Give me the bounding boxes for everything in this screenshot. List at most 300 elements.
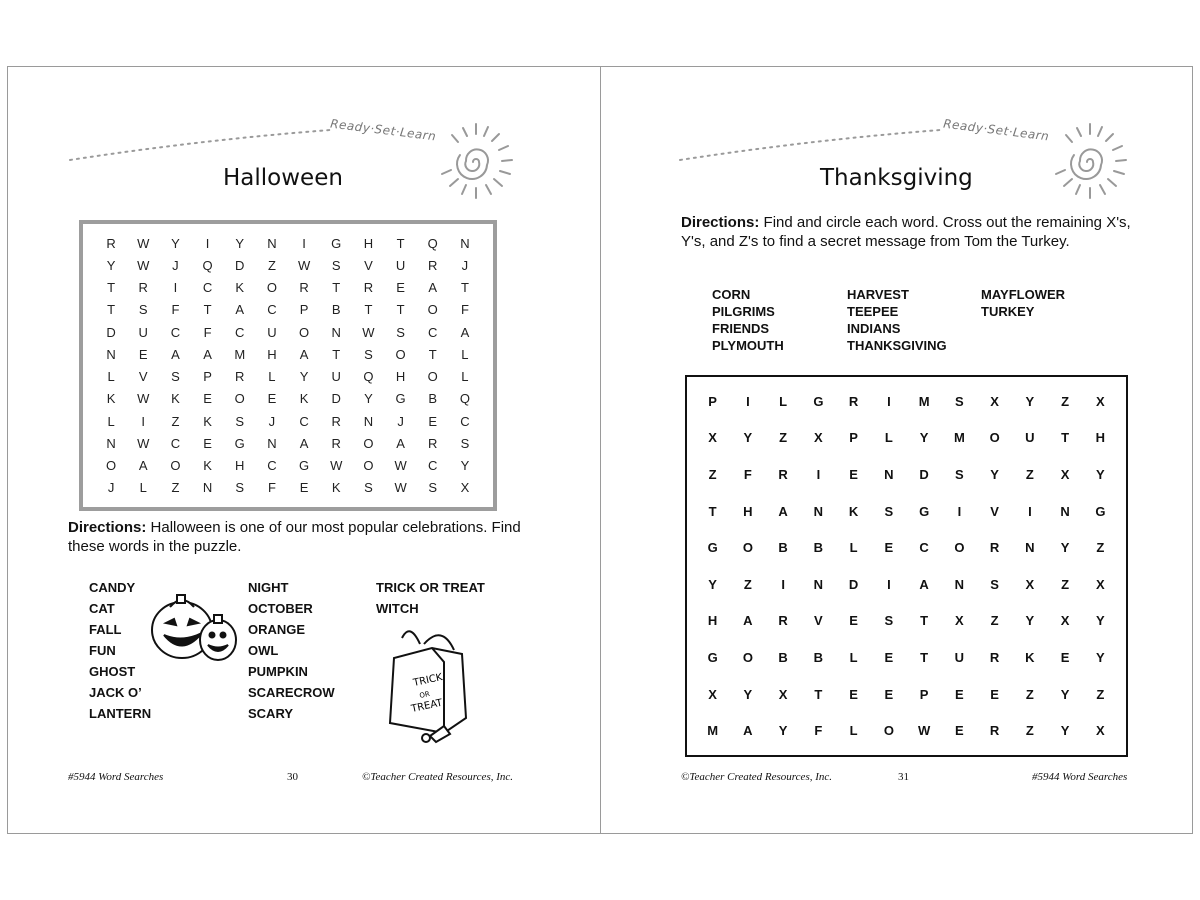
grid-letter: L (461, 369, 469, 385)
grid-letter: S (364, 346, 373, 362)
grid-letter: U (954, 649, 965, 665)
grid-letter: O (363, 458, 374, 474)
grid-letter: D (106, 324, 116, 340)
grid-letter: G (919, 503, 930, 519)
grid-letter: O (427, 369, 438, 385)
grid-letter: S (990, 576, 999, 592)
grid-letter: M (953, 430, 965, 446)
grid-letter: W (394, 458, 407, 474)
grid-letter: X (990, 393, 999, 409)
grid-letter: K (235, 280, 245, 296)
word-list-item: OWL (248, 643, 279, 658)
grid-letter: P (919, 686, 929, 702)
word-list-item: CORN (712, 287, 751, 302)
grid-letter: N (106, 435, 116, 451)
grid-letter: S (460, 435, 470, 451)
grid-letter: Z (1096, 540, 1105, 556)
bag-text-treat: TREAT (410, 697, 444, 715)
grid-letter: Y (990, 466, 999, 482)
page-title-thanksgiving: Thanksgiving (820, 165, 973, 191)
grid-letter: E (849, 466, 858, 482)
grid-letter: R (299, 280, 309, 296)
grid-letter: R (331, 435, 341, 451)
grid-letter: I (781, 576, 785, 592)
word-list-item: THANKSGIVING (847, 338, 947, 353)
word-list-item: CANDY (89, 580, 136, 595)
grid-letter: G (234, 435, 245, 451)
grid-letter: D (331, 391, 341, 407)
grid-letter: L (461, 346, 469, 362)
word-list-item: CAT (89, 601, 115, 616)
word-list-item: PLYMOUTH (712, 338, 784, 353)
grid-letter: J (397, 413, 404, 429)
grid-letter: T (107, 280, 116, 296)
grid-letter: I (887, 393, 891, 409)
grid-letter: Y (171, 235, 180, 251)
grid-letter: O (989, 430, 1000, 446)
grid-letter: O (266, 280, 277, 296)
grid-letter: V (814, 613, 823, 629)
footer-right-page-number: 31 (898, 771, 909, 783)
word-list-item: ORANGE (248, 622, 306, 637)
grid-letter: O (742, 649, 753, 665)
page-title-halloween: Halloween (223, 165, 343, 191)
right-letter-grid (687, 377, 1126, 755)
grid-letter: Y (919, 430, 929, 446)
grid-letter: S (235, 480, 245, 496)
grid-letter: Y (1025, 613, 1035, 629)
grid-letter: K (299, 391, 309, 407)
grid-letter: H (743, 503, 753, 519)
grid-letter: S (331, 257, 341, 273)
thanksgiving-word-list-col3 (981, 286, 1065, 320)
grid-letter: T (364, 302, 373, 318)
grid-letter: W (394, 480, 407, 496)
grid-letter: T (332, 346, 341, 362)
halloween-word-list-col2 (248, 577, 335, 724)
grid-letter: W (297, 257, 311, 273)
grid-letter: A (460, 324, 470, 340)
grid-letter: A (138, 458, 148, 474)
word-list-item: PILGRIMS (712, 304, 775, 319)
word-list-item: FRIENDS (712, 321, 770, 336)
grid-letter: E (138, 346, 148, 362)
thanksgiving-word-list-col2 (847, 286, 947, 354)
grid-letter: Z (171, 413, 180, 429)
directions-text: Halloween is one of our most popular celebrations. Find these words in the puzzle. (68, 519, 521, 555)
sun-icon-right (1050, 122, 1130, 202)
grid-letter: S (138, 302, 148, 318)
grid-letter: N (813, 503, 824, 519)
brand-logo-left: Ready·Set·Learn (329, 116, 438, 144)
grid-letter: J (172, 257, 179, 273)
grid-letter: T (1061, 430, 1070, 446)
directions-label-right: Directions: (681, 214, 760, 231)
grid-letter: K (203, 413, 212, 429)
grid-letter: Z (708, 466, 717, 482)
grid-letter: K (203, 458, 212, 474)
grid-letter: P (849, 430, 858, 446)
grid-letter: F (203, 324, 212, 340)
grid-letter: P (708, 393, 717, 409)
grid-letter: W (362, 324, 375, 340)
grid-letter: E (396, 280, 405, 296)
grid-letter: R (989, 723, 1000, 739)
grid-letter: I (1028, 503, 1032, 519)
grid-letter: N (363, 413, 374, 429)
grid-letter: V (364, 257, 373, 273)
directions-label: Directions: (68, 519, 147, 536)
grid-letter: K (331, 480, 341, 496)
halloween-directions (68, 518, 548, 556)
grid-letter: Z (1061, 576, 1070, 592)
grid-letter: T (920, 649, 929, 665)
grid-letter: X (708, 430, 717, 446)
word-list-item: JACK O’ LANTERN (89, 685, 152, 721)
bag-text-or: OR (418, 689, 431, 700)
word-list-item: MAYFLOWER (981, 287, 1066, 302)
grid-letter: N (813, 576, 824, 592)
grid-letter: E (849, 613, 858, 629)
grid-letter: R (778, 466, 788, 482)
grid-letter: F (171, 302, 180, 318)
grid-letter: X (955, 613, 964, 629)
grid-letter: Y (364, 391, 373, 407)
grid-letter: T (107, 302, 116, 318)
grid-letter: R (331, 413, 341, 429)
grid-letter: Y (1096, 466, 1105, 482)
grid-letter: D (848, 576, 859, 592)
word-list-item: WITCH (376, 601, 419, 616)
grid-letter: B (778, 540, 788, 556)
grid-letter: Y (1060, 686, 1070, 702)
grid-letter: T (396, 235, 405, 251)
grid-letter: T (460, 280, 469, 296)
grid-letter: A (778, 503, 788, 519)
grid-letter: E (267, 391, 277, 407)
grid-letter: Q (459, 391, 470, 407)
grid-letter: J (107, 480, 115, 496)
grid-letter: S (884, 503, 894, 519)
grid-letter: K (848, 503, 859, 519)
grid-letter: T (428, 346, 437, 362)
grid-letter: Q (427, 235, 438, 251)
grid-letter: A (171, 346, 180, 362)
grid-letter: G (395, 391, 406, 407)
grid-letter: U (1025, 430, 1035, 446)
grid-letter: C (267, 302, 277, 318)
grid-letter: P (203, 369, 212, 385)
grid-letter: R (778, 613, 788, 629)
grid-letter: W (137, 235, 150, 251)
thanksgiving-word-search-grid (685, 375, 1128, 757)
grid-letter: M (918, 393, 930, 409)
word-list-item: TRICK OR TREAT (376, 580, 485, 595)
grid-letter: N (884, 466, 894, 482)
grid-letter: Z (990, 613, 999, 629)
grid-letter: O (363, 435, 374, 451)
grid-letter: I (887, 576, 891, 592)
grid-letter: S (364, 480, 373, 496)
grid-letter: O (427, 302, 438, 318)
grid-letter: C (170, 435, 181, 451)
grid-letter: N (202, 480, 213, 496)
grid-letter: F (743, 466, 752, 482)
grid-letter: C (170, 324, 181, 340)
grid-letter: K (106, 391, 116, 407)
grid-letter: C (235, 324, 245, 340)
grid-letter: X (1096, 393, 1105, 409)
word-list-item: TEEPEE (847, 304, 899, 319)
grid-letter: I (957, 503, 962, 519)
grid-letter: A (299, 435, 309, 451)
grid-letter: E (203, 391, 212, 407)
grid-letter: H (1095, 430, 1106, 446)
grid-letter: Z (1025, 466, 1034, 482)
grid-letter: P (299, 302, 309, 318)
footer-right-copyright: ©Teacher Created Resources, Inc. (681, 771, 833, 783)
grid-letter: H (395, 369, 406, 385)
grid-letter: R (848, 393, 859, 409)
grid-letter: I (173, 280, 178, 296)
grid-letter: J (268, 413, 276, 429)
grid-letter: G (707, 540, 718, 556)
grid-letter: S (884, 613, 894, 629)
grid-letter: F (267, 480, 276, 496)
grid-letter: O (234, 391, 245, 407)
grid-letter: W (137, 391, 150, 407)
grid-letter: T (814, 686, 823, 702)
grid-letter: M (234, 346, 246, 362)
grid-letter: N (106, 346, 116, 362)
grid-letter: Y (743, 430, 753, 446)
directions-text-right: Find and circle each word. Cross out the remaining X's, Y's, and Z's to find a secret message from Tom the Turkey. (681, 214, 1131, 250)
grid-letter: X (1025, 576, 1035, 592)
grid-letter: E (1060, 649, 1070, 665)
grid-letter: N (1025, 540, 1035, 556)
grid-letter: H (363, 235, 374, 251)
grid-letter: S (171, 369, 180, 385)
grid-letter: G (813, 393, 824, 409)
grid-letter: K (1025, 649, 1035, 665)
grid-letter: N (954, 576, 965, 592)
grid-letter: E (299, 480, 309, 496)
thanksgiving-word-list-col1 (712, 286, 784, 354)
footer-left-copyright: ©Teacher Created Resources, Inc. (362, 771, 514, 783)
grid-letter: X (460, 480, 470, 496)
brand-logo-right: Ready·Set·Learn (942, 116, 1051, 144)
grid-letter: Y (1096, 613, 1105, 629)
halloween-word-list-col1 (89, 577, 151, 724)
grid-letter: Y (299, 369, 309, 385)
grid-letter: O (954, 540, 965, 556)
grid-letter: X (1096, 576, 1105, 592)
word-list-item: OCTOBER (248, 601, 313, 616)
grid-letter: V (138, 369, 148, 385)
header-dotted-arc-right (0, 0, 1200, 200)
grid-letter: L (849, 649, 858, 665)
grid-letter: G (331, 235, 342, 251)
grid-letter: B (813, 540, 824, 556)
word-list-item: SCARECROW (248, 685, 335, 700)
grid-letter: T (708, 503, 717, 519)
word-list-item: SCARY (248, 706, 294, 721)
grid-letter: K (171, 391, 180, 407)
grid-letter: R (106, 235, 116, 251)
grid-letter: C (299, 413, 309, 429)
word-list-item: PUMPKIN (248, 664, 308, 679)
grid-letter: S (235, 413, 245, 429)
grid-letter: A (235, 302, 245, 318)
grid-letter: T (396, 302, 405, 318)
grid-letter: B (331, 302, 341, 318)
grid-letter: Y (1096, 649, 1105, 665)
grid-letter: A (299, 346, 309, 362)
grid-letter: U (395, 257, 406, 273)
grid-letter: S (955, 466, 964, 482)
grid-letter: W (330, 458, 343, 474)
grid-letter: Y (1060, 540, 1070, 556)
grid-letter: A (743, 613, 753, 629)
grid-letter: L (107, 369, 115, 385)
grid-letter: Y (460, 458, 470, 474)
grid-letter: E (884, 540, 894, 556)
grid-letter: D (919, 466, 929, 482)
grid-letter: N (267, 235, 277, 251)
grid-letter: Z (1061, 393, 1070, 409)
grid-letter: X (1060, 613, 1070, 629)
grid-letter: S (955, 393, 964, 409)
grid-letter: H (235, 458, 245, 474)
grid-letter: T (920, 613, 929, 629)
grid-letter: I (816, 466, 821, 482)
word-list-item: HARVEST (847, 287, 909, 302)
thanksgiving-directions (681, 213, 1131, 251)
grid-letter: E (428, 413, 438, 429)
grid-letter: I (302, 235, 306, 251)
grid-letter: R (989, 649, 1000, 665)
grid-letter: S (396, 324, 405, 340)
grid-letter: Y (743, 686, 753, 702)
grid-letter: O (106, 458, 117, 474)
grid-letter: V (990, 503, 999, 519)
grid-letter: R (428, 257, 438, 273)
grid-letter: U (331, 369, 341, 385)
grid-letter: R (235, 369, 245, 385)
grid-letter: E (955, 723, 964, 739)
bag-text-trick: TRICK (412, 672, 444, 689)
grid-letter: E (990, 686, 999, 702)
grid-letter: O (170, 458, 181, 474)
grid-letter: Z (1025, 723, 1034, 739)
grid-letter: N (1060, 503, 1070, 519)
grid-letter: A (396, 435, 405, 451)
grid-letter: L (779, 393, 788, 409)
grid-letter: Q (202, 257, 213, 273)
grid-letter: Z (1096, 686, 1105, 702)
grid-letter: Y (1060, 723, 1070, 739)
grid-letter: L (849, 540, 858, 556)
word-list-item: FUN (89, 643, 116, 658)
grid-letter: F (460, 302, 469, 318)
grid-letter: W (917, 723, 931, 739)
grid-letter: R (989, 540, 1000, 556)
jack-o-lantern-icon (150, 585, 240, 665)
grid-letter: C (267, 458, 277, 474)
grid-letter: U (267, 324, 277, 340)
grid-letter: O (299, 324, 310, 340)
grid-letter: X (708, 686, 717, 702)
grid-letter: E (884, 649, 894, 665)
grid-letter: O (742, 540, 753, 556)
grid-letter: O (395, 346, 406, 362)
grid-letter: H (707, 613, 718, 629)
grid-letter: C (919, 540, 929, 556)
grid-letter: B (778, 649, 788, 665)
left-letter-grid (83, 224, 493, 507)
grid-letter: R (428, 435, 438, 451)
grid-letter: O (883, 723, 894, 739)
grid-letter: I (205, 235, 210, 251)
grid-letter: X (814, 430, 823, 446)
grid-letter: I (141, 413, 146, 429)
grid-letter: L (107, 413, 115, 429)
grid-letter: Z (779, 430, 788, 446)
footer-right-title: #5944 Word Searches (1032, 771, 1128, 783)
grid-letter: R (363, 280, 374, 296)
grid-letter: C (428, 458, 438, 474)
footer-left-page-number: 30 (287, 771, 298, 783)
grid-letter: J (461, 257, 469, 273)
grid-letter: C (202, 280, 213, 296)
grid-letter: Y (708, 576, 717, 592)
grid-letter: D (235, 257, 245, 273)
grid-letter: A (743, 723, 753, 739)
grid-letter: E (849, 686, 858, 702)
grid-letter: E (203, 435, 212, 451)
grid-letter: S (428, 480, 438, 496)
grid-letter: N (267, 435, 277, 451)
grid-letter: Z (1025, 686, 1034, 702)
word-list-item: INDIANS (847, 321, 901, 336)
halloween-word-search-grid (79, 220, 497, 511)
grid-letter: Z (267, 257, 276, 273)
grid-letter: Y (1025, 393, 1035, 409)
grid-letter: G (299, 458, 310, 474)
word-list-item: FALL (89, 622, 122, 637)
word-list-item: GHOST (89, 664, 136, 679)
grid-letter: L (884, 430, 893, 446)
grid-letter: L (139, 480, 147, 496)
grid-letter: W (137, 435, 150, 451)
grid-letter: Z (171, 480, 180, 496)
grid-letter: C (460, 413, 470, 429)
grid-letter: X (778, 686, 788, 702)
grid-letter: Q (363, 369, 374, 385)
grid-letter: L (849, 723, 858, 739)
grid-letter: C (428, 324, 438, 340)
word-list-item: NIGHT (248, 580, 289, 595)
grid-letter: A (203, 346, 212, 362)
grid-letter: L (268, 369, 276, 385)
grid-letter: B (813, 649, 824, 665)
grid-letter: Y (235, 235, 245, 251)
grid-letter: E (955, 686, 964, 702)
grid-letter: T (203, 302, 212, 318)
word-list-item: TURKEY (981, 304, 1035, 319)
grid-letter: Z (743, 576, 752, 592)
grid-letter: I (746, 393, 750, 409)
